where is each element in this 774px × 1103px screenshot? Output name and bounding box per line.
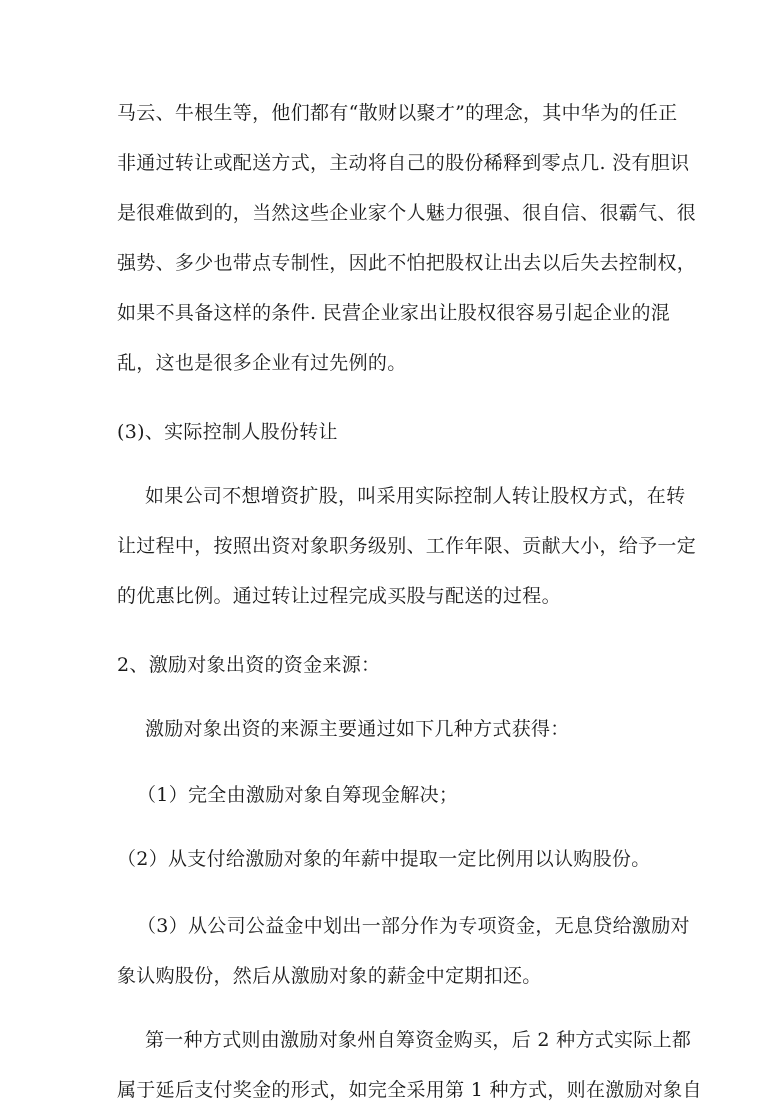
- text-line: 属于延后支付奖金的形式，如完全采用第 1 种方式，则在激励对象自: [117, 1079, 702, 1101]
- section-heading: (3)、实际控制人股份转让: [117, 421, 338, 443]
- text-line: 强势、多少也带点专制性，因此不怕把股权让出去以后失去控制权，: [117, 252, 697, 274]
- text-line: 是很难做到的，当然这些企业家个人魅力很强、很自信、很霸气、很: [117, 202, 697, 224]
- list-item: （3）从公司公益金中划出一部分作为专项资金，无息贷给激励对: [137, 915, 690, 937]
- text-line: 马云、牛根生等，他们都有“散财以聚才”的理念，其中华为的任正: [117, 102, 678, 124]
- list-item: （2）从支付给激励对象的年薪中提取一定比例用以认购股份。: [117, 848, 651, 870]
- text-line: 激励对象出资的来源主要通过如下几种方式获得：: [145, 718, 570, 740]
- text-line: 乱，这也是很多企业有过先例的。: [117, 352, 407, 374]
- section-heading: 2、激励对象出资的资金来源：: [117, 654, 381, 676]
- text-line: 如果公司不想增资扩股，叫采用实际控制人转让股权方式，在转: [145, 485, 686, 507]
- list-item: 象认购股份，然后从激励对象的薪金中定期扣还。: [117, 965, 542, 987]
- text-line: 非通过转让或配送方式，主动将自己的股份稀释到零点几. 没有胆识: [117, 152, 690, 174]
- list-item: （1）完全由激励对象自筹现金解决；: [137, 784, 459, 806]
- text-line: 的优惠比例。通过转让过程完成买股与配送的过程。: [117, 585, 561, 607]
- text-line: 如果不具备这样的条件. 民营企业家出让股权很容易引起企业的混: [117, 302, 671, 324]
- text-line: 第一种方式则由激励对象州自筹资金购买，后 2 种方式实际上都: [145, 1029, 692, 1051]
- text-line: 让过程中，按照出资对象职务级别、工作年限、贡献大小，给予一定: [117, 535, 697, 557]
